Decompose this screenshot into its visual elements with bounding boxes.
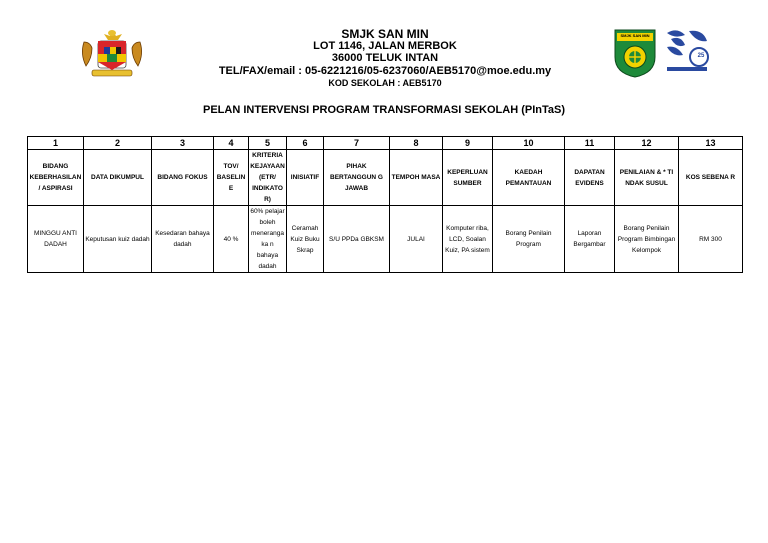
school-name: SMJK SAN MIN: [341, 27, 429, 41]
table-header-row: [28, 150, 743, 206]
header-data-dikumpul: DATA DIKUMPUL: [84, 150, 152, 206]
header-penilaian-tindak-susul: PENILAIAN & * TI NDAK SUSUL: [615, 150, 679, 206]
column-number: 12: [615, 137, 679, 150]
address-line-2: 36000 TELUK INTAN: [331, 52, 439, 64]
header-pihak-bertanggungjawab: PIHAK BERTANGGUN G JAWAB: [324, 150, 390, 206]
school-code: KOD SEKOLAH : AEB5170: [328, 78, 442, 88]
intervention-plan-table: [27, 136, 743, 273]
column-number: 9: [443, 137, 493, 150]
column-number-row: [28, 137, 743, 150]
address-line-1: LOT 1146, JALAN MERBOK: [313, 40, 457, 52]
document-title: PELAN INTERVENSI PROGRAM TRANSFORMASI SEKOLAH (PInTaS): [202, 104, 565, 116]
header-kaedah-pemantauan: KAEDAH PEMANTAUAN: [493, 150, 565, 206]
column-number: 1: [28, 137, 84, 150]
table-cell: Keputusan kuiz dadah: [84, 206, 152, 273]
column-number: 7: [324, 137, 390, 150]
column-number: 8: [390, 137, 443, 150]
header-dapatan-evidens: DAPATAN EVIDENS: [565, 150, 615, 206]
column-number: 11: [565, 137, 615, 150]
table-cell: Borang Penilain Program: [493, 206, 565, 273]
column-number: 13: [679, 137, 743, 150]
column-number: 4: [214, 137, 249, 150]
contact-line: TEL/FAX/email : 05-6221216/05-6237060/AEB5170@moe.edu.my: [218, 65, 552, 77]
column-number: 2: [84, 137, 152, 150]
column-number: 5: [249, 137, 287, 150]
table-cell: Borang Penilain Program Bimbingan Kelompok: [615, 206, 679, 273]
table-cell: Ceramah Kuiz Buku Skrap: [287, 206, 324, 273]
malaysia-coat-of-arms-icon: [78, 28, 146, 78]
table-row: [28, 206, 743, 273]
table-cell: Laporan Bergambar: [565, 206, 615, 273]
header-bidang-fokus: BIDANG FOKUS: [152, 150, 214, 206]
table-cell: RM 300: [679, 206, 743, 273]
ministry-logo-icon: [663, 25, 711, 75]
column-number: 3: [152, 137, 214, 150]
table-cell: JULAI: [390, 206, 443, 273]
header-bidang-keberhasilan: BIDANG KEBERHASILAN/ ASPIRASI: [28, 150, 84, 206]
column-number: 6: [287, 137, 324, 150]
table-cell: S/U PPDa GBKSM: [324, 206, 390, 273]
school-badge-text: SMJK SAN MIN: [620, 33, 650, 38]
header-tov-baseline: TOV/ BASELINE: [214, 150, 249, 206]
table-cell: Kesedaran bahaya dadah: [152, 206, 214, 273]
table-cell: 40 %: [214, 206, 249, 273]
table-cell: 60% pelajar boleh menerangaka n bahaya dadah: [249, 206, 287, 273]
header-tempoh-masa: TEMPOH MASA: [390, 150, 443, 206]
header-kos-sebenar: KOS SEBENA R: [679, 150, 743, 206]
header-inisiatif: INISIATIF: [287, 150, 324, 206]
ministry-logo-text: 25: [697, 53, 705, 59]
column-number: 10: [493, 137, 565, 150]
table-cell: Komputer riba, LCD, Soalan Kuiz, PA sistem: [443, 206, 493, 273]
table-cell: MINGGU ANTI DADAH: [28, 206, 84, 273]
header-kriteria-kejayaan: KRITERIA KEJAYAAN (ETR/ INDIKATOR): [249, 150, 287, 206]
header-keperluan-sumber: KEPERLUAN SUMBER: [443, 150, 493, 206]
